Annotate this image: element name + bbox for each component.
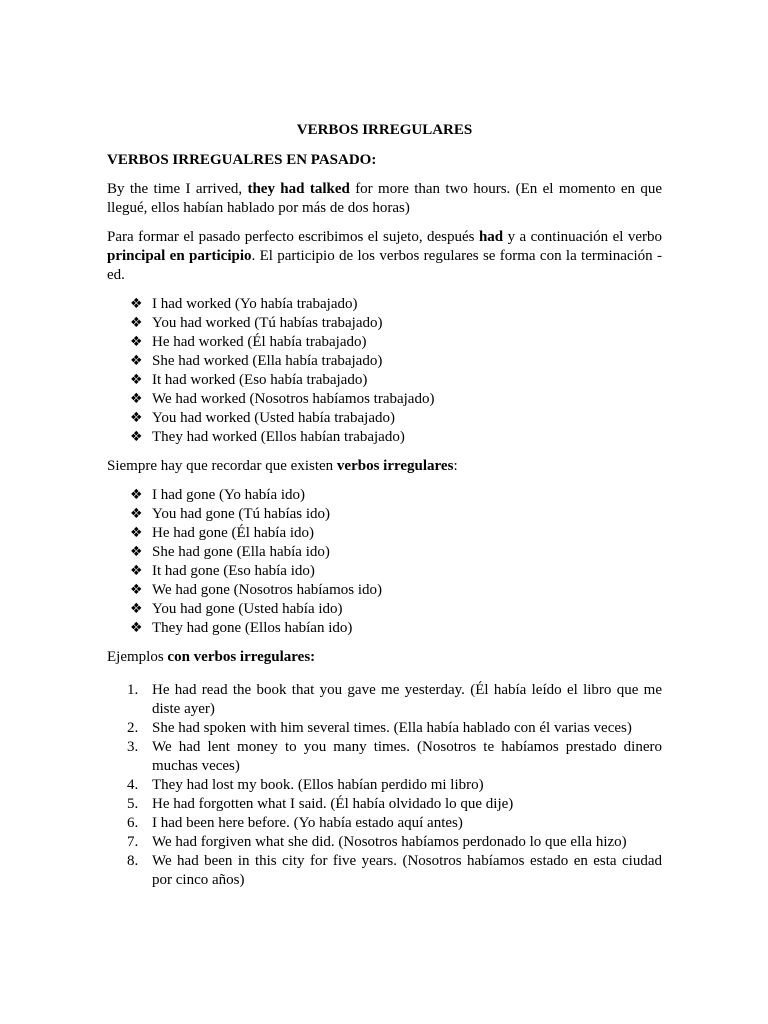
diamond-bullet-icon: ❖ xyxy=(130,563,143,579)
text-run: By the time I arrived, xyxy=(107,181,248,197)
irregular-verbs-list xyxy=(107,486,662,638)
paragraph-irregular-intro xyxy=(107,457,662,476)
diamond-bullet-icon: ❖ xyxy=(130,429,143,445)
list-item xyxy=(107,390,662,409)
list-item xyxy=(107,562,662,581)
diamond-bullet-icon: ❖ xyxy=(130,620,143,636)
list-item xyxy=(107,333,662,352)
bold-text-run: principal en participio xyxy=(107,248,252,264)
paragraph-examples-heading xyxy=(107,648,662,667)
diamond-bullet-icon: ❖ xyxy=(130,410,143,426)
list-item xyxy=(107,600,662,619)
diamond-bullet-icon: ❖ xyxy=(130,315,143,331)
list-item-text: He had gone (Él había ido) xyxy=(152,525,315,541)
list-item xyxy=(107,619,662,638)
paragraph-example-intro xyxy=(107,180,662,218)
list-item-text: We had worked (Nosotros habíamos trabajado) xyxy=(152,391,435,407)
list-item xyxy=(107,314,662,333)
text-run: for more than two hours. (En el momento en que llegué, ellos habían hablado por más de dos horas) xyxy=(107,181,662,216)
list-item-text: He had worked (Él había trabajado) xyxy=(152,334,367,350)
text-run: Siempre hay que recordar que existen xyxy=(107,458,337,474)
list-item xyxy=(107,681,662,719)
list-item-text: You had worked (Usted había trabajado) xyxy=(152,410,395,426)
diamond-bullet-icon: ❖ xyxy=(130,372,143,388)
diamond-bullet-icon: ❖ xyxy=(130,487,143,503)
list-item xyxy=(107,738,662,776)
list-number: 6. xyxy=(127,815,139,831)
list-item xyxy=(107,371,662,390)
list-item xyxy=(107,776,662,795)
page-title: VERBOS IRREGULARES xyxy=(296,122,473,138)
list-item xyxy=(107,833,662,852)
text-run: : xyxy=(453,458,458,474)
list-item-text: We had gone (Nosotros habíamos ido) xyxy=(152,582,382,598)
list-item xyxy=(107,486,662,505)
list-item-text: He had forgotten what I said. (Él había olvidado lo que dije) xyxy=(152,796,514,812)
bold-text-run: they had talked xyxy=(247,181,350,197)
document-body xyxy=(107,121,662,890)
list-item xyxy=(107,505,662,524)
list-item xyxy=(107,581,662,600)
list-item xyxy=(107,428,662,447)
examples-list xyxy=(107,681,662,890)
diamond-bullet-icon: ❖ xyxy=(130,353,143,369)
list-number: 1. xyxy=(127,682,139,698)
list-number: 2. xyxy=(127,720,139,736)
list-item-text: We had lent money to you many times. (Nosotros te habíamos prestado dinero muchas veces) xyxy=(152,739,662,774)
list-item-text: We had forgiven what she did. (Nosotros habíamos perdonado lo que ella hizo) xyxy=(152,834,627,850)
list-item-text: I had gone (Yo había ido) xyxy=(152,487,306,503)
list-item xyxy=(107,409,662,428)
list-item-text: It had gone (Eso había ido) xyxy=(152,563,315,579)
diamond-bullet-icon: ❖ xyxy=(130,544,143,560)
list-item xyxy=(107,295,662,314)
list-number: 8. xyxy=(127,853,139,869)
text-run: Para formar el pasado perfecto escribimos el sujeto, después xyxy=(107,229,479,245)
list-item-text: I had worked (Yo había trabajado) xyxy=(152,296,358,312)
list-item xyxy=(107,795,662,814)
list-item-text: She had spoken with him several times. (Ella había hablado con él varias veces) xyxy=(152,720,632,736)
list-item-text: They had gone (Ellos habían ido) xyxy=(152,620,353,636)
list-item-text: She had worked (Ella había trabajado) xyxy=(152,353,383,369)
text-run: y a continuación el verbo xyxy=(503,229,662,245)
diamond-bullet-icon: ❖ xyxy=(130,391,143,407)
diamond-bullet-icon: ❖ xyxy=(130,582,143,598)
list-item-text: She had gone (Ella había ido) xyxy=(152,544,330,560)
text-run: Ejemplos xyxy=(107,649,168,665)
bold-text-run: had xyxy=(478,229,504,245)
diamond-bullet-icon: ❖ xyxy=(130,296,143,312)
list-item xyxy=(107,543,662,562)
list-item-text: They had worked (Ellos habían trabajado) xyxy=(152,429,405,445)
bold-text-run: con verbos irregulares: xyxy=(167,649,316,665)
diamond-bullet-icon: ❖ xyxy=(130,334,143,350)
list-number: 7. xyxy=(127,834,139,850)
list-item-text: You had worked (Tú habías trabajado) xyxy=(152,315,383,331)
list-number: 3. xyxy=(127,739,139,755)
list-item xyxy=(107,719,662,738)
regular-verbs-list xyxy=(107,295,662,447)
paragraph-formation-rule xyxy=(107,228,662,285)
list-item xyxy=(107,524,662,543)
list-item-text: He had read the book that you gave me yesterday. (Él había leído el libro que me diste ayer) xyxy=(152,682,662,717)
text-run: . El participio de los verbos regulares se forma con la terminación -ed. xyxy=(107,248,663,283)
list-item-text: It had worked (Eso había trabajado) xyxy=(152,372,368,388)
list-item xyxy=(107,852,662,890)
list-item xyxy=(107,814,662,833)
list-number: 4. xyxy=(127,777,139,793)
list-item-text: I had been here before. (Yo había estado aquí antes) xyxy=(152,815,463,831)
list-item-text: We had been in this city for five years. (Nosotros habíamos estado en esta ciudad por cinco años) xyxy=(152,853,662,888)
diamond-bullet-icon: ❖ xyxy=(130,601,143,617)
list-item-text: They had lost my book. (Ellos habían perdido mi libro) xyxy=(152,777,484,793)
diamond-bullet-icon: ❖ xyxy=(130,525,143,541)
list-number: 5. xyxy=(127,796,139,812)
list-item-text: You had gone (Usted había ido) xyxy=(152,601,343,617)
list-item-text: You had gone (Tú habías ido) xyxy=(152,506,331,522)
list-item xyxy=(107,352,662,371)
diamond-bullet-icon: ❖ xyxy=(130,506,143,522)
bold-text-run: verbos irregulares xyxy=(336,458,454,474)
section-heading: VERBOS IRREGUALRES EN PASADO: xyxy=(107,152,377,168)
